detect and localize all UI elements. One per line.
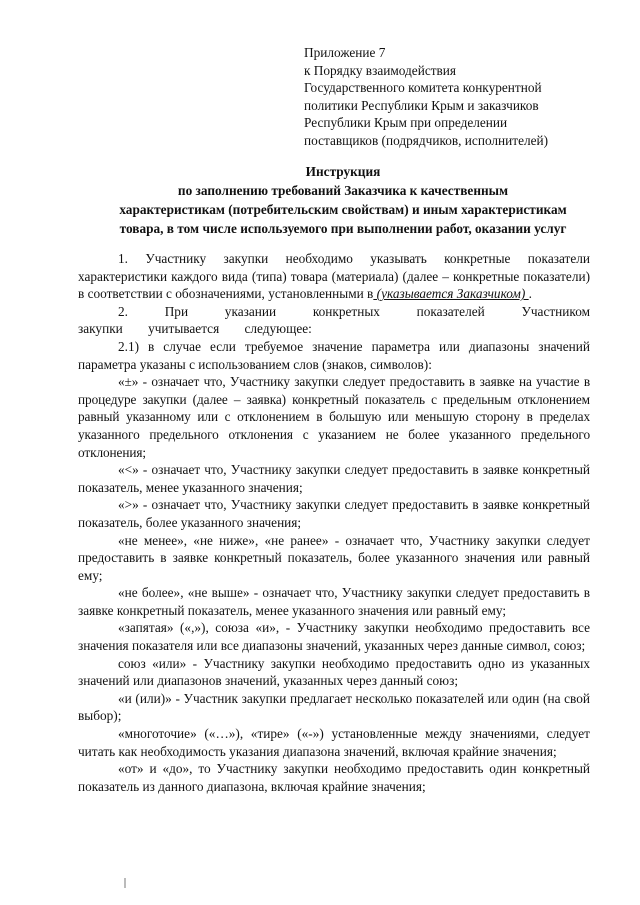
annex-line: политики Республики Крым и заказчиков — [304, 97, 539, 113]
paragraph-ellipsis: «многоточие» («…»), «тире» («-») установленные между значениями, следует читать как необходимость указания диапазона значений, включая крайние значения; — [78, 726, 590, 759]
paragraph-greater-than: «>» - означает что, Участнику закупки следует предоставить в заявке конкретный показатель, более указанного значения; — [78, 497, 590, 530]
paragraph-or: союз «или» - Участнику закупки необходимо предоставить одно из указанных значений или диапазонов значений, указанных через данный союз; — [78, 655, 590, 689]
paragraph-not-more: «не более», «не выше» - означает что, Участнику закупки следует предоставить в заявке конкретный показатель, менее указанного значения или равный ему; — [78, 585, 590, 618]
document-title — [78, 162, 608, 238]
paragraph-1-end: . — [528, 286, 532, 302]
title-line-3: характеристикам (потребительским свойствам) и иным характеристикам — [119, 202, 567, 217]
paragraph-3: 2.1) в случае если требуемое значение параметра или диапазоны значений параметра указаны с использованием слов (знаков, символов): — [78, 338, 590, 372]
annex-line: Приложение 7 — [304, 45, 386, 60]
paragraph-2: 2. При указании конкретных показателей Участником закупки учитывается следующее: — [78, 303, 590, 337]
paragraph-1 — [78, 250, 590, 303]
title-line-4: товара, в том числе используемого при выполнении работ, оказании услуг — [119, 221, 567, 236]
paragraph-not-less: «не менее», «не ниже», «не ранее» - означает что, Участнику закупки следует предоставить в заявке конкретный показатель, более указанного значения или равный ему; — [78, 532, 590, 583]
annex-line: к Порядку взаимодействия — [304, 62, 457, 78]
paragraph-from-to: «от» и «до», то Участнику закупки необходимо предоставить один конкретный показатель из данного диапазона, включая крайние значения; — [78, 761, 590, 794]
title-line-1: Инструкция — [305, 164, 381, 179]
paragraph-plus-minus: «±» - означает что, Участнику закупки следует предоставить в заявке на участие в процедуре закупки (далее – заявка) конкретный показатель с предельным отклонением равный указанному или с отклонением в большую или меньшую сторону в пределах указанного предельного отклонения с указанием не более указанного предельного отклонения; — [78, 374, 590, 460]
paragraph-1-text: 1. Участнику закупки необходимо указывать конкретные показатели характеристики каждого вида (типа) товара (материала) (далее – конкретные показатели) в соответствии с обозначениями, установленными в — [78, 251, 590, 302]
scan-mark — [124, 878, 126, 888]
annex-header — [304, 44, 604, 150]
paragraph-less-than: «<» - означает что, Участнику закупки следует предоставить в заявке конкретный показатель, менее указанного значения; — [78, 462, 590, 495]
title-line-2: по заполнению требований Заказчика к качественным — [177, 183, 509, 198]
annex-line: Республики Крым при определении — [304, 115, 508, 131]
fill-in-blank: (указывается Заказчиком) — [373, 286, 529, 302]
annex-line: Государственного комитета конкурентной — [304, 80, 542, 96]
document-body — [78, 250, 590, 795]
annex-line: поставщиков (подрядчиков, исполнителей) — [304, 132, 549, 148]
paragraph-and-or: «и (или)» - Участник закупки предлагает несколько показателей или один (на свой выбор); — [78, 690, 590, 724]
paragraph-comma: «запятая» («,»), союза «и», - Участнику закупки необходимо предоставить все значения показателя или все диапазоны значений, указанных через данные символ, союз; — [78, 620, 590, 654]
